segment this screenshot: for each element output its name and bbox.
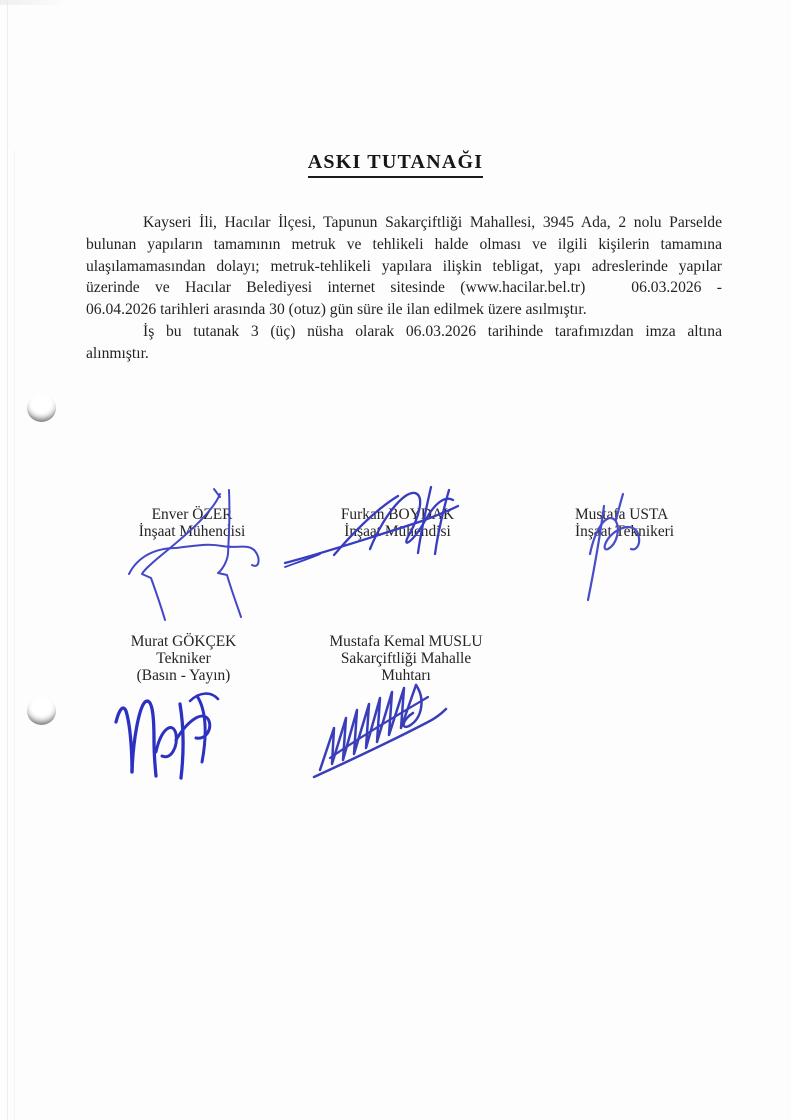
body-line: Kayseri İli, Hacılar İlçesi, Tapunun Sakarçiftliği Mahallesi, 3945 Ada, 2 nolu Parselde (143, 214, 722, 231)
signatory-title: İnşaat Mühendisi (138, 523, 246, 541)
signatory-block-furkan-boydak (320, 506, 475, 540)
signatory-name: Enver ÖZER (151, 506, 233, 523)
signatory-block-murat-gokcek (106, 633, 261, 685)
document-title: ASKI TUTANAĞI (308, 151, 483, 178)
body-line: bulunan yapıların tamamının metruk ve tehlikeli halde olması ve ilgili kişilerin tamamına (86, 235, 722, 253)
signatory-title: Tekniker (156, 650, 211, 668)
signatory-block-mustafa-kemal-muslu (316, 633, 496, 685)
signatory-block-enver-ozer (112, 506, 272, 540)
signatory-title: İnşaat Teknikeri (575, 523, 675, 541)
body-line: İş bu tutanak 3 (üç) nüsha olarak 06.03.2026 tarihinde tarafımızdan imza altına (143, 322, 722, 340)
scan-edge-artifact (14, 150, 15, 1120)
signatory-title: İnşaat Mühendisi (344, 523, 451, 541)
title-row (0, 151, 791, 178)
hole-punch-mark (27, 697, 56, 725)
body-line: üzerinde ve Hacılar Belediyesi internet sitesinde (www.hacilar.bel.tr) 06.03.2026 - (86, 279, 722, 297)
body-line: 06.04.2026 tarihleri arasında 30 (otuz) gün süre ile ilan edilmek üzere asılmıştır. (86, 301, 587, 319)
hole-punch-mark (27, 394, 56, 422)
scan-smudge-artifact (0, 0, 70, 5)
signatory-name: Mustafa USTA (575, 506, 669, 523)
handwritten-signature-murat-gokcek (110, 690, 240, 785)
signatory-name: Furkan BOYDAK (340, 506, 455, 523)
signatory-name: Mustafa Kemal MUSLU (329, 633, 483, 650)
signatory-title: Sakarçiftliği Mahalle Muhtarı (340, 650, 472, 685)
signatory-title: (Basın - Yayın) (136, 667, 231, 685)
signatory-block-mustafa-usta (575, 506, 715, 540)
handwritten-signature-mustafa-kemal-muslu (312, 680, 450, 782)
document-body (86, 212, 722, 365)
signatory-name: Murat GÖKÇEK (130, 633, 237, 650)
body-line: ulaşılamamasından dolayı; metruk-tehlikeli yapılara ilişkin tebligat, yapı adreslerinde yapılar (86, 257, 722, 275)
body-line: alınmıştır. (86, 344, 149, 362)
